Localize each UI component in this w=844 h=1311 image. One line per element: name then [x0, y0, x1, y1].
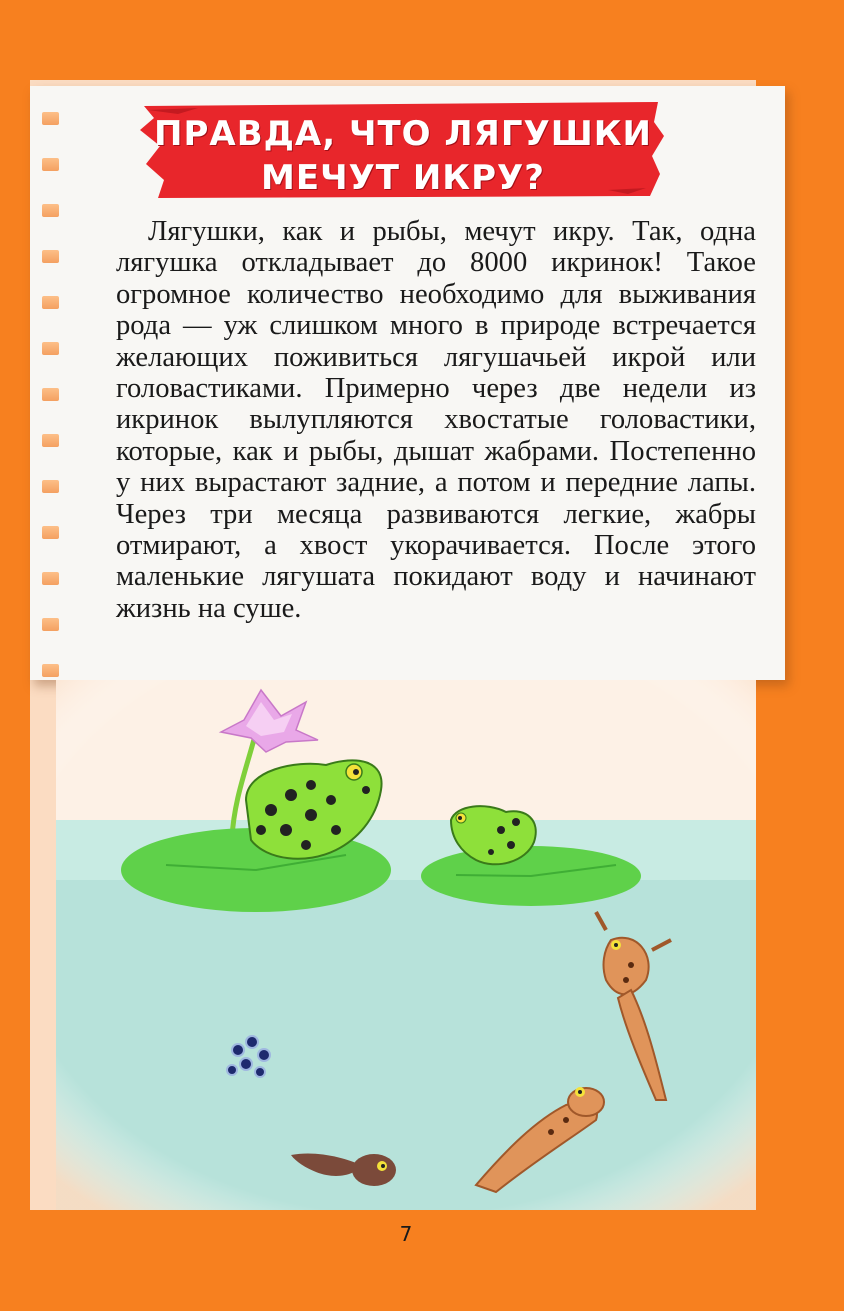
page-title: ПРАВДА, ЧТО ЛЯГУШКИ МЕЧУТ ИКРУ? — [154, 114, 652, 198]
page-number: 7 — [399, 1222, 413, 1246]
binder-holes — [42, 112, 62, 672]
illustration — [56, 680, 756, 1210]
binder-hole — [42, 388, 59, 401]
binder-hole — [42, 342, 59, 355]
binder-hole — [42, 296, 59, 309]
binder-hole — [42, 204, 59, 217]
binder-hole — [42, 158, 59, 171]
body-text: Лягушки, как и рыбы, мечут икру. Так, одна лягушка откладывает до 8000 икринок! Такое огромное количество необходимо для выживания рода — уж слишком много в природе встречается желающих поживиться лягушачьей икрой или головастиками. Примерно через две недели из икринок вылупляются хвостатые головастики, которые, как и рыбы, дышат жабрами. Постепенно у них вырастают задние, а потом и передние лапы. Через три месяца развиваются легкие, жабры отмирают, а хвост укорачивается. После этого маленькие лягушата покидают воду и начинают жизнь на суше. — [116, 216, 756, 624]
binder-hole — [42, 572, 59, 585]
binder-hole — [42, 480, 59, 493]
binder-hole — [42, 526, 59, 539]
binder-hole — [42, 112, 59, 125]
note-card — [30, 86, 785, 680]
binder-hole — [42, 434, 59, 447]
binder-hole — [42, 664, 59, 677]
binder-hole — [42, 250, 59, 263]
binder-hole — [42, 618, 59, 631]
title-banner — [138, 100, 668, 200]
